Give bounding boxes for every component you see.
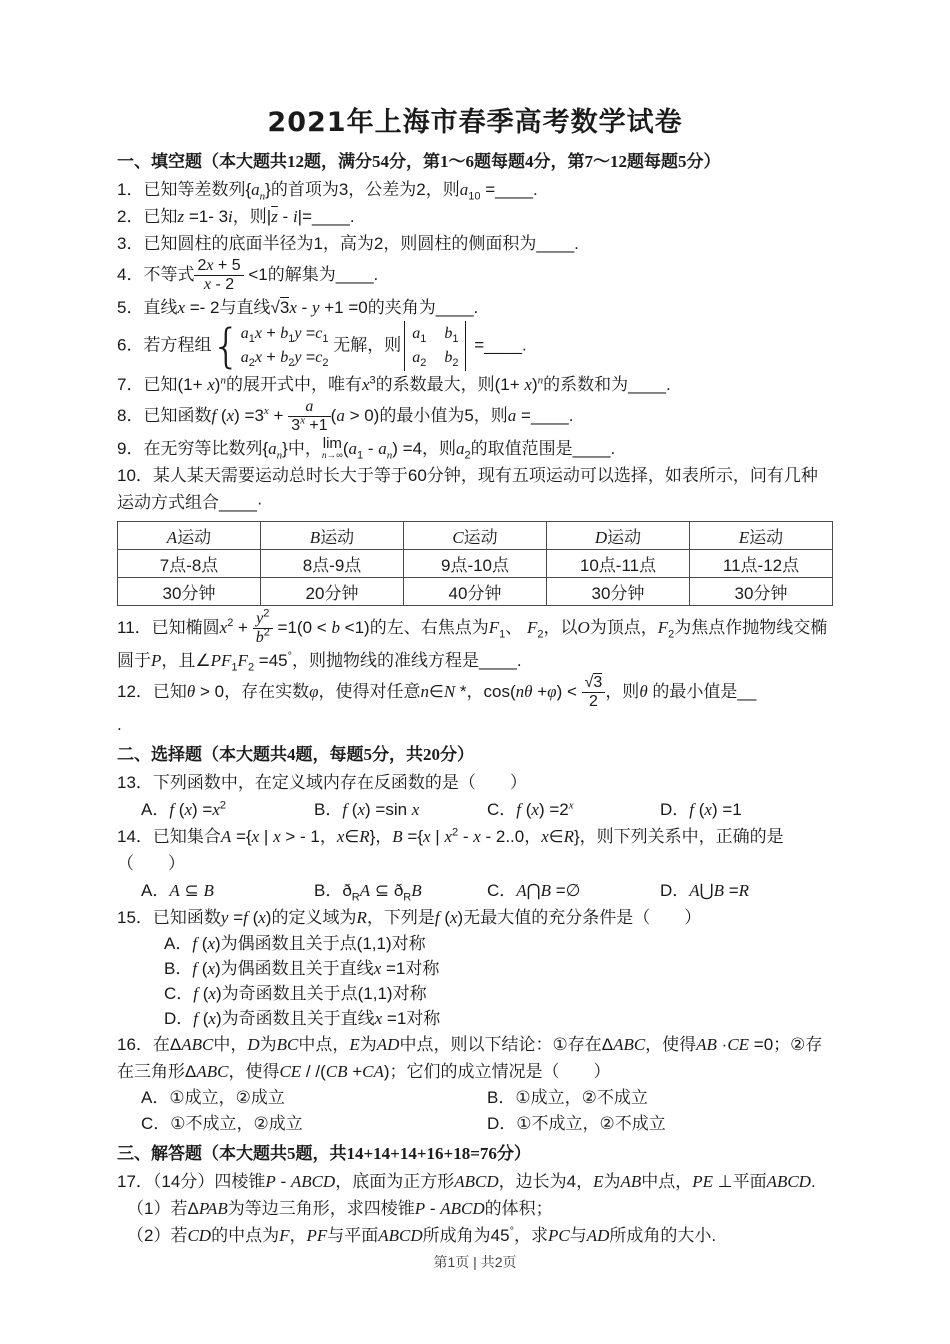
question-14-stem: 14．已知集合A ={x | x > - 1，x∈R}，B ={x | $x^2$ - x - 2..0，x∈R}，则下列关系中，正确的是（ ） — [117, 825, 784, 873]
table-header-cell: E运动 — [690, 521, 833, 549]
question-17-part-1: （1）若ΔPAB为等边三角形，求四棱锥P - ABCD的体积； — [127, 1198, 553, 1218]
option-13-c: C．f $(x) =2^x$ — [487, 798, 574, 819]
question-13-options — [117, 796, 833, 823]
table-duration-row — [118, 577, 833, 605]
question-12-continuation: . — [117, 714, 122, 734]
option-15-d: D．f (x)为奇函数且关于直线x =1对称 — [164, 1008, 441, 1028]
section-3-note: （本大题共5题，共14+14+14+16+18=76分） — [202, 1143, 531, 1163]
section-3-label: 三、解答题 — [117, 1143, 202, 1163]
table-cell: 10点-11点 — [547, 549, 690, 577]
table-cell: 40分钟 — [404, 577, 547, 605]
table-time-row — [118, 549, 833, 577]
option-14-c: C．A⋂B =∅ — [487, 880, 581, 900]
question-15-stem: 15．已知函数y =f (x)的定义域为R，下列是f (x)无最大值的充分条件是（ ） — [117, 907, 702, 927]
question-11: 11．已知椭圆$x^2$ + $\frac{y^2}{b^2}$ =1(0 < b <1)的左、右焦点为$F_1$、 $F_2$，以O为顶点，$F_2$为焦点作抛物线交椭圆于P，且$\angle PF_1F_2 =45^\circ$，则抛物线的准线方程是____. — [117, 607, 828, 674]
table-header-cell: C运动 — [404, 521, 547, 549]
question-16-options — [117, 1085, 833, 1137]
question-1: 1．已知等差数列$\{a_n\}$的首项为3，公差为2，则$a_{10}$ =____. — [117, 180, 538, 203]
table-cell: 8点-9点 — [261, 549, 404, 577]
question-2: 2．已知z =1- 3i，则$|\overline{z}$ - i|=____. — [117, 207, 355, 226]
question-3: 3．已知圆柱的底面半径为1，高为2，则圆柱的侧面积为____. — [117, 234, 579, 253]
table-cell: 30分钟 — [547, 577, 690, 605]
option-15-b: B．f (x)为偶函数且关于直线x =1对称 — [164, 958, 440, 978]
section-1-label: 一、填空题 — [117, 152, 202, 171]
table-header-row — [118, 521, 833, 549]
option-13-a: A．f $(x) =x^2$ — [141, 798, 226, 819]
option-16-d: D．①不成立，②不成立 — [487, 1113, 666, 1133]
option-16-c: C．①不成立，②成立 — [141, 1113, 303, 1133]
section-2-label: 二、选择题 — [117, 744, 202, 764]
table-cell: 11点-12点 — [690, 549, 833, 577]
option-16-a: A．①成立，②成立 — [141, 1087, 285, 1107]
option-14-a: A．A ⊆ B — [141, 880, 214, 900]
exam-title: 2021年上海市春季高考数学试卷 — [267, 107, 683, 138]
question-6: 6．若方程组 { $a_1x + b_1y =c_1$ $a_2x + b_2y =c_2$ 无解，则 $a_1$ $b_1$ $a_2$ $b_2$ =____. — [117, 318, 527, 373]
section-3-heading — [117, 1140, 833, 1167]
table-header-cell: A运动 — [118, 521, 261, 549]
table-cell: 30分钟 — [690, 577, 833, 605]
table-cell: 7点-8点 — [118, 549, 261, 577]
question-16-stem: 16．在ΔABC中，D为BC中点，E为AD中点，则以下结论：①存在ΔABC，使得AB ·CE =0；②存在三角形ΔABC，使得CE / /(CB +CA)；它们的成立情况是（ ） — [117, 1034, 823, 1081]
question-14-options — [117, 877, 833, 904]
question-5: 5．直线x =- 2与直线√3x - y +1 =0的夹角为____. — [117, 297, 479, 317]
table-cell: 9点-10点 — [404, 549, 547, 577]
section-1-note: （本大题共12题，满分54分，第1～6题每题4分，第7～12题每题5分） — [202, 152, 721, 171]
question-17-part-2: （2）若CD的中点为F，PF与平面ABCD所成角为45°，求PC与AD所成角的大小. — [127, 1224, 717, 1245]
question-13-stem: 13．下列函数中，在定义域内存在反函数的是（ ） — [117, 772, 527, 792]
option-13-d: D．f (x) =1 — [660, 799, 742, 819]
option-16-b: B．①成立，②不成立 — [487, 1087, 648, 1107]
table-cell: 20分钟 — [261, 577, 404, 605]
section-1-heading — [117, 148, 833, 175]
table-header-cell: D运动 — [547, 521, 690, 549]
question-10: 10．某人某天需要运动总时长大于等于60分钟，现有五项运动可以选择，如表所示，问有几种运动方式组合____· — [117, 465, 818, 512]
exam-sheet — [117, 100, 833, 1249]
option-14-d: D．A⋃B =R — [660, 880, 750, 900]
table-header-cell: B运动 — [261, 521, 404, 549]
question-9: 9．在无穷等比数列$\{a_n\}$中， lim n→∞ $(a_1 - a_n) =4$，则$a_2$的取值范围是____. — [117, 435, 616, 462]
option-14-b: B．$ð_RA$ ⊆ $ð_RB$ — [314, 880, 422, 903]
option-13-b: B．f (x) =sin x — [314, 799, 420, 819]
option-15-c: C．f (x)为奇函数且关于点(1,1)对称 — [164, 983, 427, 1003]
question-17-stem: 17．（14分）四棱锥P - ABCD，底面为正方形ABCD，边长为4，E为AB中点，PE ⊥平面ABCD. — [117, 1171, 816, 1191]
section-2-heading — [117, 741, 833, 768]
question-7: 7．已知$(1+ x)^n$的展开式中，唯有$x^3$的系数最大，则$(1+ x)^n$的系数和为____. — [117, 374, 671, 394]
option-15-a: A．f (x)为偶函数且关于点(1,1)对称 — [164, 933, 426, 953]
question-8: 8．已知函数f $(x) =3^x$ + $\frac{a}{3^x +1}$ (a > 0)的最小值为5，则a =____. — [117, 397, 574, 434]
page-footer: 第1页 | 共2页 — [433, 1254, 517, 1270]
question-12: 12．已知θ > 0，存在实数φ，使得对任意n∈N *，cos(nθ +φ) < $\frac{√3}{2}$ ，则θ 的最小值是__ — [117, 673, 757, 710]
table-cell: 30分钟 — [118, 577, 261, 605]
section-2-note: （本大题共4题，每题5分，共20分） — [202, 744, 474, 764]
exercise-schedule-table — [117, 521, 833, 606]
question-4: 4．不等式 $\frac{2x + 5}{x - 2}$ <1的解集为____. — [117, 257, 379, 293]
